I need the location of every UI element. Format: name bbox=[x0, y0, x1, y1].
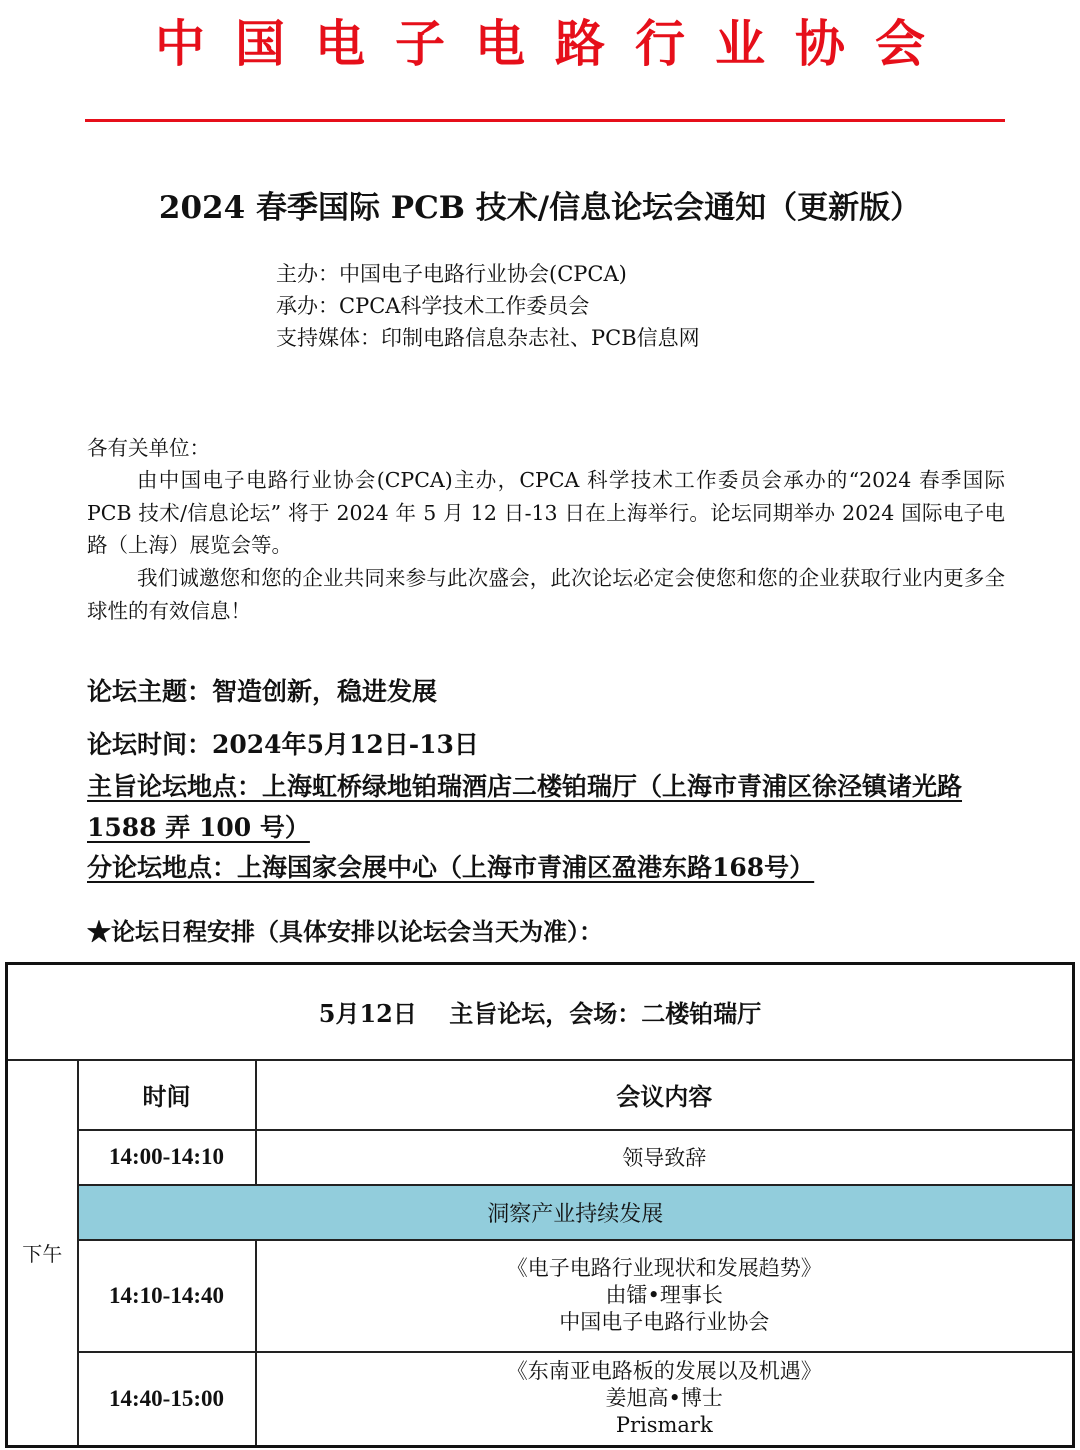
org-letterhead: 中国电子电路行业协会 bbox=[155, 15, 955, 73]
sub-venue: 分论坛地点：上海国家会展中心（上海市青浦区盈港东路168号） bbox=[87, 853, 815, 882]
salutation: 各有关单位： bbox=[87, 436, 210, 460]
forum-time: 论坛时间：2024年5月12日-13日 bbox=[87, 730, 479, 759]
paragraph-2: 我们诚邀您和您的企业共同来参与此次盛会，此次论坛必定会使您和您的企业获取行业内更多全球性的有效信息！ bbox=[87, 566, 1005, 623]
host-line: 主办：中国电子电路行业协会(CPCA) bbox=[276, 262, 627, 286]
time-cell: 14:40-15:00 bbox=[78, 1352, 256, 1447]
content-cell bbox=[256, 1352, 1074, 1447]
organizer-line: 承办：CPCA科学技术工作委员会 bbox=[276, 294, 590, 318]
forum-theme: 论坛主题：智造创新，稳进发展 bbox=[87, 677, 438, 706]
period-cell: 下午 bbox=[7, 1060, 78, 1447]
speaker: 姜旭高•博士 bbox=[605, 1386, 723, 1411]
red-divider bbox=[85, 119, 1005, 122]
affiliation: 中国电子电路行业协会 bbox=[559, 1310, 770, 1334]
table-row bbox=[7, 1240, 1074, 1352]
schedule-heading: ★论坛日程安排（具体安排以论坛会当天为准）： bbox=[87, 917, 603, 946]
time-cell: 14:10-14:40 bbox=[78, 1240, 256, 1352]
main-venue: 主旨论坛地点：上海虹桥绿地铂瑞酒店二楼铂瑞厅（上海市青浦区徐泾镇诸光路 1588 弄 100 号） bbox=[87, 772, 963, 842]
document-title: 2024 春季国际 PCB 技术/信息论坛会通知（更新版） bbox=[158, 190, 922, 226]
schedule-table bbox=[5, 962, 1075, 1448]
content-cell: 领导致辞 bbox=[256, 1130, 1074, 1185]
table-row bbox=[7, 1352, 1074, 1447]
affiliation: Prismark bbox=[615, 1413, 713, 1438]
content-cell bbox=[256, 1240, 1074, 1352]
paragraph-1: 由中国电子电路行业协会(CPCA)主办，CPCA 科学技术工作委员会承办的“2024 春季国际 PCB 技术/信息论坛” 将于 2024 年 5 月 12 日-13 日在上海举行。论坛同期举办 2024 国际电子电路（上海）展览会等。 bbox=[87, 468, 1005, 557]
media-line: 支持媒体：印制电路信息杂志社、PCB信息网 bbox=[276, 326, 700, 350]
time-cell: 14:00-14:10 bbox=[78, 1130, 256, 1185]
speaker: 由镭•理事长 bbox=[605, 1283, 723, 1307]
talk-title: 《东南亚电路板的发展以及机遇》 bbox=[506, 1359, 822, 1384]
section-band: 洞察产业持续发展 bbox=[78, 1185, 1074, 1240]
col-content-header: 会议内容 bbox=[256, 1060, 1074, 1130]
col-time-header: 时间 bbox=[78, 1060, 256, 1130]
talk-title: 《电子电路行业现状和发展趋势》 bbox=[506, 1256, 822, 1280]
table-row bbox=[7, 1130, 1074, 1185]
table-title: 5月12日 主旨论坛，会场：二楼铂瑞厅 bbox=[7, 964, 1074, 1060]
